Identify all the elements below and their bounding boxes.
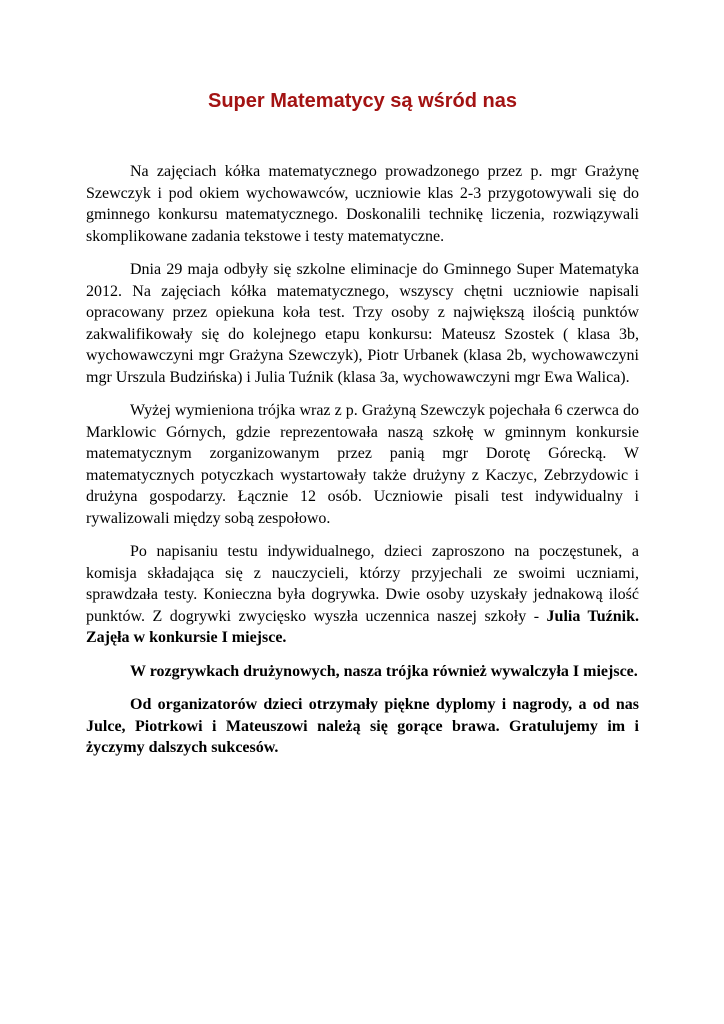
paragraph-4-bold-text: Julia Tuźnik. Zajęła w konkursie I miejsce.: [86, 607, 639, 646]
paragraph-4-text: Po napisaniu testu indywidualnego, dzieci zaproszono na poczęstunek, a komisja składająca się z nauczycieli, którzy przyjechali ze swoimi uczniami, sprawdzała testy. Konieczna była dogrywka. Dwie osoby uzyskały jednakową ilość punktów. Z dogrywki zwycięsko wyszła uczennica naszej szkoły -: [86, 543, 639, 625]
article-body: [86, 161, 639, 771]
paragraph-4: [86, 541, 639, 649]
paragraph-6: Od organizatorów dzieci otrzymały piękne dyplomy i nagrody, a od nas Julce, Piotrkowi i Mateuszowi należą się gorące brawa. Gratulujemy im i życzymy dalszych sukcesów.: [86, 696, 639, 756]
paragraph-2: Dnia 29 maja odbyły się szkolne eliminacje do Gminnego Super Matematyka 2012. Na zajęciach kółka matematycznego, wszyscy chętni uczniowie napisali opracowany przez opiekuna koła test. Trzy osoby z największą ilością punktów zakwalifikowały się do kolejnego etapu konkursu: Mateusz Szostek ( klasa 3b, wychowawczyni mgr Grażyna Szewczyk), Piotr Urbanek (klasa 2b, wychowawczyni mgr Urszula Budzińska) i Julia Tuźnik (klasa 3a, wychowawczyni mgr Ewa Walica).: [86, 261, 639, 386]
paragraph-3: Wyżej wymieniona trójka wraz z p. Grażyną Szewczyk pojechała 6 czerwca do Marklowic Górnych, gdzie reprezentowała naszą szkołę w gminnym konkursie matematycznym zorganizowanym przez panią mgr Dorotę Górecką. W matematycznych potyczkach wystartowały także drużyny z Kaczyc, Zebrzydowic i drużyna gospodarzy. Łącznie 12 osób. Uczniowie pisali test indywidualny i rywalizowali między sobą zespołowo.: [86, 402, 639, 527]
page-title: Super Matematycy są wśród nas: [207, 90, 517, 112]
paragraph-1: Na zajęciach kółka matematycznego prowadzonego przez p. mgr Grażynę Szewczyk i pod okiem wychowawców, uczniowie klas 2-3 przygotowywali się do gminnego konkursu matematycznego. Doskonalili technikę liczenia, rozwiązywali skomplikowane zadania tekstowe i testy matematyczne.: [86, 163, 639, 245]
paragraph-5: W rozgrywkach drużynowych, nasza trójka również wywalczyła I miejsce.: [130, 662, 638, 680]
